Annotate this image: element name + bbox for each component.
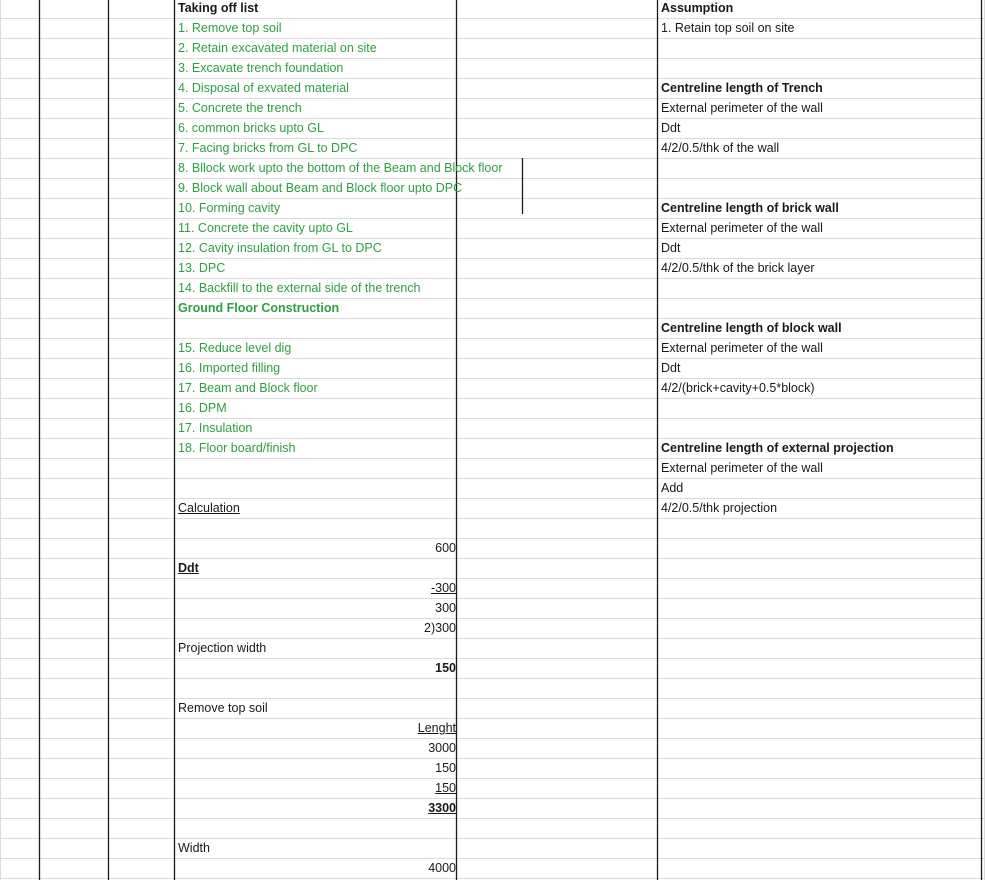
list-item[interactable]: 5. Concrete the trench (178, 101, 302, 115)
block-wall-centreline-title[interactable]: Centreline length of block wall (661, 321, 842, 335)
list-item[interactable]: 3. Excavate trench foundation (178, 61, 344, 75)
assumption-item[interactable]: External perimeter of the wall (661, 101, 823, 115)
assumption-header[interactable]: Assumption (661, 1, 734, 15)
value-cell[interactable]: 150 (435, 781, 456, 795)
value-cell[interactable]: 150 (435, 661, 456, 675)
brick-wall-centreline-title[interactable]: Centreline length of brick wall (661, 201, 839, 215)
list-item[interactable]: 15. Reduce level dig (178, 341, 292, 355)
assumption-item[interactable]: External perimeter of the wall (661, 221, 823, 235)
assumption-item[interactable]: Ddt (661, 241, 681, 255)
list-item[interactable]: 7. Facing bricks from GL to DPC (178, 141, 358, 155)
assumption-item[interactable]: Add (661, 481, 684, 495)
list-item[interactable]: 8. Bllock work upto the bottom of the Beam and Block floor (178, 161, 503, 175)
remove-top-soil-label[interactable]: Remove top soil (178, 701, 268, 715)
assumption-item[interactable]: 4/2/(brick+cavity+0.5*block) (661, 381, 815, 395)
list-item[interactable]: 9. Block wall about Beam and Block floor upto DPC (178, 181, 463, 195)
total-value-cell[interactable]: 3300 (428, 801, 456, 815)
list-item[interactable]: 2. Retain excavated material on site (178, 41, 377, 55)
list-item[interactable]: 17. Beam and Block floor (178, 381, 318, 395)
projection-width-label[interactable]: Projection width (178, 641, 267, 655)
list-item[interactable]: 1. Remove top soil (178, 21, 282, 35)
ground-floor-heading[interactable]: Ground Floor Construction (178, 301, 340, 315)
assumption-item[interactable]: External perimeter of the wall (661, 341, 823, 355)
list-item[interactable]: 16. DPM (178, 401, 227, 415)
ddt-label[interactable]: Ddt (178, 561, 199, 575)
list-item[interactable]: 14. Backfill to the external side of the trench (178, 281, 421, 295)
list-item[interactable]: 4. Disposal of exvated material (178, 81, 349, 95)
projection-centreline-title[interactable]: Centreline length of external projection (661, 441, 894, 455)
lenght-header[interactable]: Lenght (417, 721, 456, 735)
trench-centreline-title[interactable]: Centreline length of Trench (661, 81, 823, 95)
calculation-label[interactable]: Calculation (178, 501, 240, 515)
list-item[interactable]: 16. Imported filling (178, 361, 281, 375)
value-cell[interactable]: 2)300 (424, 621, 456, 635)
value-cell[interactable]: 3000 (428, 741, 456, 755)
list-item[interactable]: 6. common bricks upto GL (178, 121, 324, 135)
assumption-item[interactable]: External perimeter of the wall (661, 461, 823, 475)
assumption-item[interactable]: 1. Retain top soil on site (661, 21, 795, 35)
list-item[interactable]: 10. Forming cavity (178, 201, 281, 215)
list-item[interactable]: 12. Cavity insulation from GL to DPC (178, 241, 382, 255)
value-cell[interactable]: 600 (435, 541, 456, 555)
assumption-item[interactable]: Ddt (661, 361, 681, 375)
value-cell[interactable]: 300 (435, 601, 456, 615)
list-item[interactable]: 11. Concrete the cavity upto GL (178, 221, 353, 235)
assumption-item[interactable]: 4/2/0.5/thk projection (661, 501, 778, 515)
value-cell[interactable]: 4000 (428, 861, 456, 875)
taking-off-list-header[interactable]: Taking off list (178, 1, 259, 15)
width-label[interactable]: Width (178, 841, 210, 855)
assumption-item[interactable]: Ddt (661, 121, 681, 135)
value-cell[interactable]: 150 (435, 761, 456, 775)
value-cell[interactable]: -300 (430, 581, 456, 595)
assumption-item[interactable]: 4/2/0.5/thk of the brick layer (661, 261, 815, 275)
assumption-item[interactable]: 4/2/0.5/thk of the wall (661, 141, 780, 155)
list-item[interactable]: 13. DPC (178, 261, 226, 275)
list-item[interactable]: 18. Floor board/finish (178, 441, 296, 455)
list-item[interactable]: 17. Insulation (178, 421, 253, 435)
